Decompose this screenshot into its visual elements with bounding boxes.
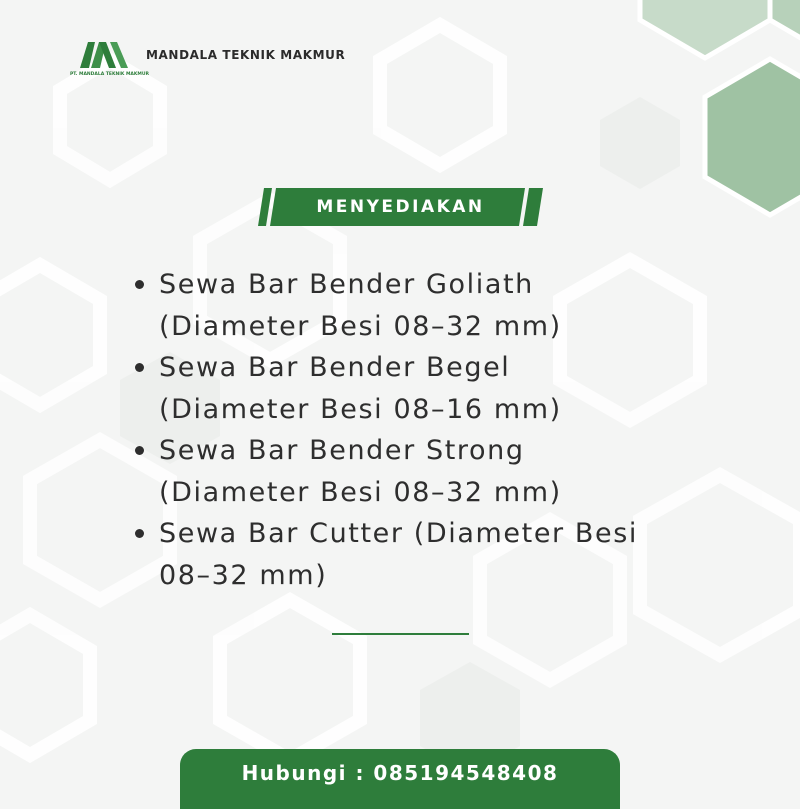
service-text: Sewa Bar Bender Begel (Diameter Besi 08–16 mm) bbox=[159, 352, 562, 425]
contact-label: Hubungi : 085194548408 bbox=[241, 761, 559, 785]
list-item bbox=[133, 430, 653, 513]
divider bbox=[332, 633, 469, 635]
list-item bbox=[133, 264, 653, 347]
section-banner bbox=[258, 188, 543, 226]
logo-subtext: PT. MANDALA TEKNIK MAKMUR bbox=[70, 72, 149, 77]
service-text: Sewa Bar Cutter (Diameter Besi 08–32 mm) bbox=[159, 518, 639, 591]
bullet-icon bbox=[135, 280, 144, 289]
m-logo-icon bbox=[78, 38, 130, 70]
company-logo bbox=[70, 38, 150, 82]
bullet-icon bbox=[135, 363, 144, 372]
services-list bbox=[133, 264, 653, 596]
contact-button[interactable] bbox=[180, 749, 620, 809]
service-text: Sewa Bar Bender Strong (Diameter Besi 08–32 mm) bbox=[159, 435, 562, 508]
list-item bbox=[133, 347, 653, 430]
list-item bbox=[133, 513, 653, 596]
bullet-icon bbox=[135, 529, 144, 538]
bullet-icon bbox=[135, 446, 144, 455]
service-text: Sewa Bar Bender Goliath (Diameter Besi 08–32 mm) bbox=[159, 269, 562, 342]
company-name: MANDALA TEKNIK MAKMUR bbox=[146, 48, 346, 62]
banner-label: MENYEDIAKAN bbox=[316, 197, 485, 217]
